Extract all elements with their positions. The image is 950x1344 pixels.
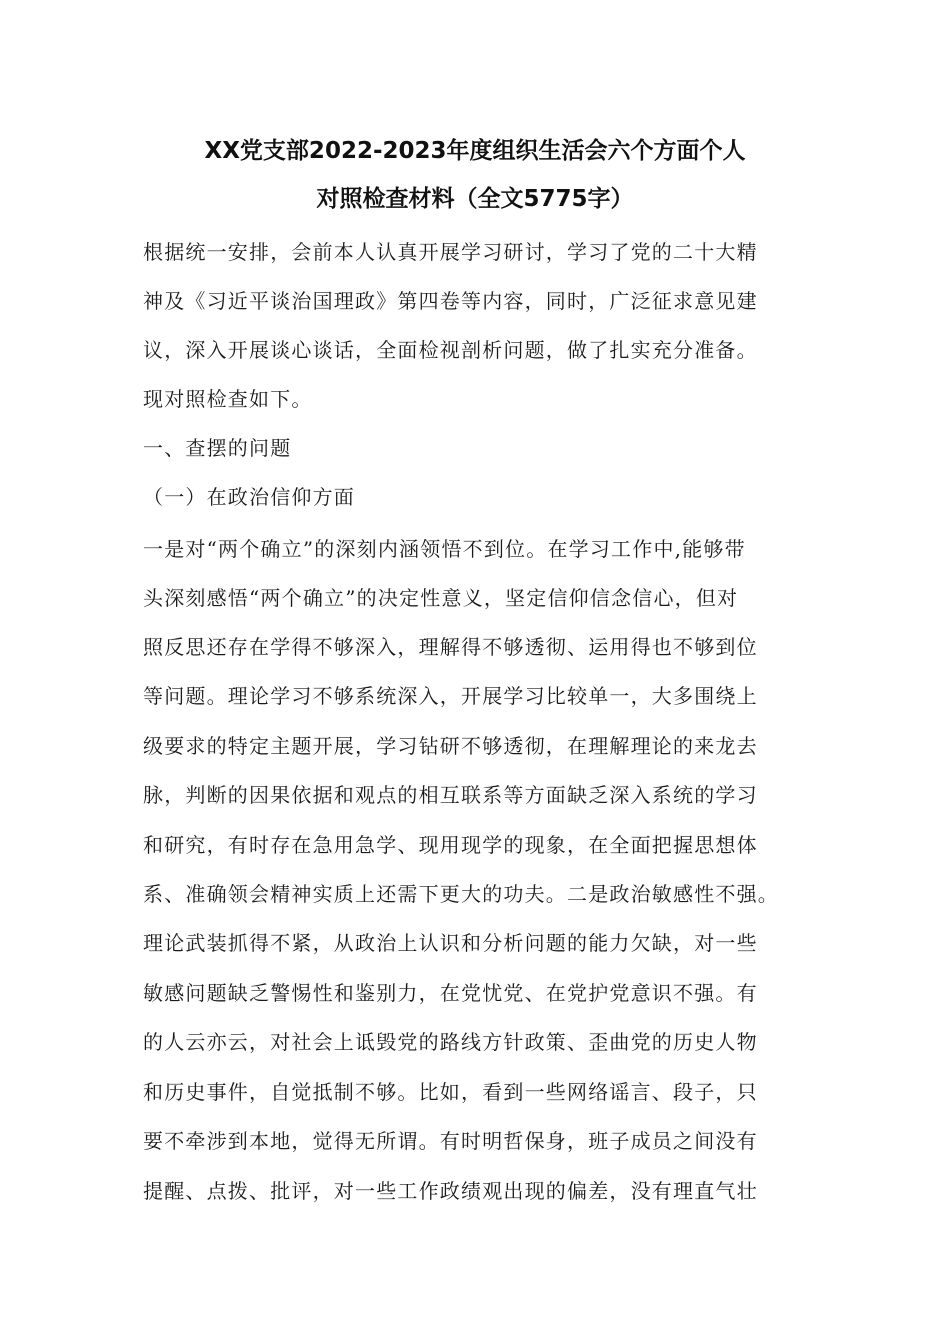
subsection-heading: （一）在政治信仰方面	[143, 485, 355, 509]
body-text-line: 理论武装抓得不紧，从政治上认识和分析问题的能力欠缺，对一些	[143, 931, 758, 955]
body-text-line: 系、准确领会精神实质上还需下更大的功夫。二是政治敏感性不强。	[143, 882, 779, 906]
body-text-line: 级要求的特定主题开展，学习钻研不够透彻，在理解理论的来龙去	[143, 734, 758, 758]
body-text-line: 头深刻感悟“两个确立”的决定性意义，坚定信仰信念信心，但对	[143, 586, 739, 610]
section-heading: 一、查摆的问题	[143, 436, 292, 460]
body-text-line: 要不牵涉到本地，觉得无所谓。有时明哲保身，班子成员之间没有	[143, 1129, 758, 1153]
body-text-line: 等问题。理论学习不够系统深入，开展学习比较单一，大多围绕上	[143, 684, 758, 708]
body-text-line: 现对照检查如下。	[143, 387, 313, 411]
body-text-line: 提醒、点拨、批评，对一些工作政绩观出现的偏差，没有理直气壮	[143, 1179, 758, 1203]
document-title-line-1: XX党支部2022-2023年度组织生活会六个方面个人	[204, 138, 746, 164]
document-title-line-2: 对照检查材料（全文5775字）	[316, 186, 634, 212]
body-text-line: 和历史事件，自觉抵制不够。比如，看到一些网络谣言、段子，只	[143, 1080, 758, 1104]
body-text-line: 议，深入开展谈心谈话，全面检视剖析问题，做了扎实充分准备。	[143, 338, 758, 362]
body-text-line: 照反思还存在学得不够深入，理解得不够透彻、运用得也不够到位	[143, 635, 758, 659]
body-text-line: 神及《习近平谈治国理政》第四卷等内容，同时，广泛征求意见建	[143, 289, 758, 313]
body-text-line: 和研究，有时存在急用急学、现用现学的现象，在全面把握思想体	[143, 833, 758, 857]
body-text-line: 一是对“两个确立”的深刻内涵领悟不到位。在学习工作中,能够带	[143, 537, 746, 561]
body-text-line: 根据统一安排，会前本人认真开展学习研讨，学习了党的二十大精	[143, 240, 758, 264]
body-text-line: 的人云亦云，对社会上诋毁党的路线方针政策、歪曲党的历史人物	[143, 1030, 758, 1054]
body-text-line: 敏感问题缺乏警惕性和鉴别力，在党忧党、在党护党意识不强。有	[143, 981, 758, 1005]
body-text-line: 脉，判断的因果依据和观点的相互联系等方面缺乏深入系统的学习	[143, 783, 758, 807]
